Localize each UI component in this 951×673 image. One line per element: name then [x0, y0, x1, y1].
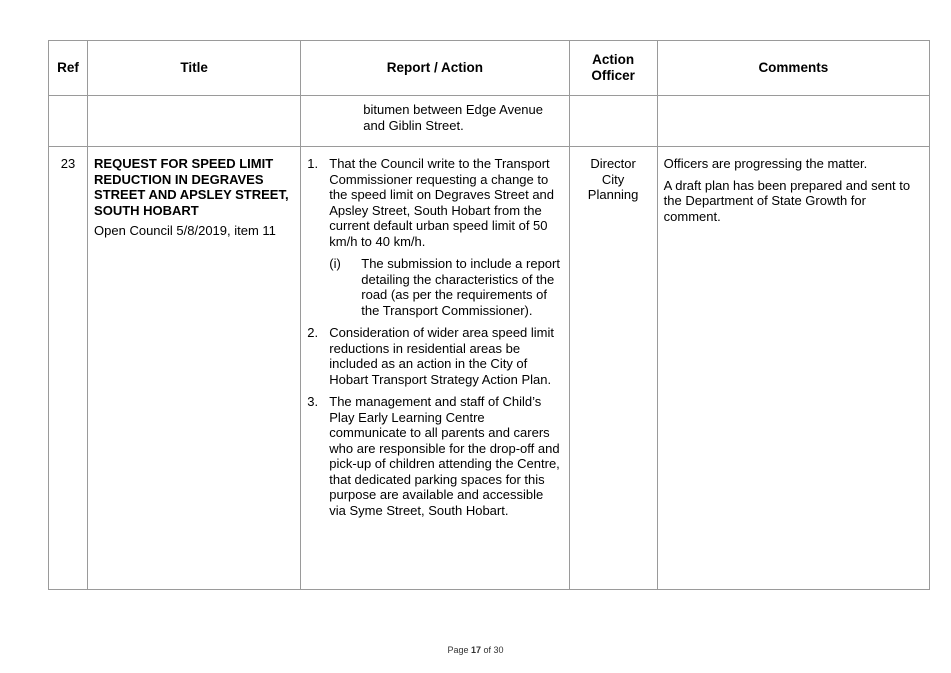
current-page: 17 [470, 645, 481, 655]
header-comments: Comments [657, 41, 929, 96]
header-title: Title [88, 41, 301, 96]
comment-2: A draft plan has been prepared and sent to the Department of State Growth for comment. [663, 177, 911, 224]
header-report-action: Report / Action [301, 41, 569, 96]
action-number: 2. [307, 325, 319, 340]
action-report-table [48, 40, 930, 590]
continued-report-text: bitumen between Edge Avenue and Giblin Street. [363, 102, 543, 133]
table-row-item-23 [49, 147, 930, 590]
officer-line3: Planning [587, 187, 639, 202]
of-label: of [483, 645, 492, 655]
subitem-number: (i) [329, 256, 341, 271]
action-item-1 [307, 156, 562, 318]
header-officer-line1: Action [592, 52, 635, 67]
action-item-2 [307, 325, 562, 387]
action-number: 1. [307, 156, 319, 171]
action-text: That the Council write to the Transport Commissioner requesting a change to the speed limit on Degraves Street and Apsley Street, South Hobart from the current default urban speed limit of 50 km/h to 40 km/h. [329, 156, 555, 249]
table-row-continuation [49, 96, 930, 147]
table-header-row [49, 41, 930, 96]
subitem-text: The submission to include a report detailing the characteristics of the road (as per the requirements of the Transport Commissioner). [361, 256, 560, 318]
action-text: The management and staff of Child’s Play Early Learning Centre communicate to all parents and carers who are responsible for the drop-off and pick-up of children attending the Centre, that dedicated parking spaces for this purpose are available and accessible via Syme Street, South Hobart. [329, 394, 560, 518]
page-label: Page [447, 645, 469, 655]
action-subitem-i [329, 256, 562, 318]
header-officer-line2: Officer [591, 68, 635, 83]
cell-report-action [301, 147, 569, 590]
header-ref: Ref [49, 41, 88, 96]
page-number [0, 645, 951, 655]
cell-comments [657, 147, 929, 590]
action-text: Consideration of wider area speed limit reductions in residential areas be included as an action in the City of Hobart Transport Strategy Action Plan. [329, 325, 554, 387]
action-number: 3. [307, 394, 319, 409]
cell-ref: 23 [49, 147, 88, 590]
total-pages: 30 [493, 645, 504, 655]
comment-1: Officers are progressing the matter. [663, 156, 868, 171]
cell-action-officer [569, 147, 657, 590]
cell-report-continued [301, 96, 569, 147]
item-meeting-reference: Open Council 5/8/2019, item 11 [94, 223, 276, 238]
officer-line2: City [601, 171, 625, 187]
cell-title-empty [88, 96, 301, 147]
action-item-3 [307, 394, 562, 518]
action-list [307, 156, 562, 518]
cell-ref-empty [49, 96, 88, 147]
officer-line1: Director [590, 156, 636, 171]
cell-title [88, 147, 301, 590]
cell-comments-empty [657, 96, 929, 147]
header-action-officer [569, 41, 657, 96]
cell-officer-empty [569, 96, 657, 147]
item-title: REQUEST FOR SPEED LIMIT REDUCTION IN DEGRAVES STREET AND APSLEY STREET, SOUTH HOBART [94, 156, 289, 218]
